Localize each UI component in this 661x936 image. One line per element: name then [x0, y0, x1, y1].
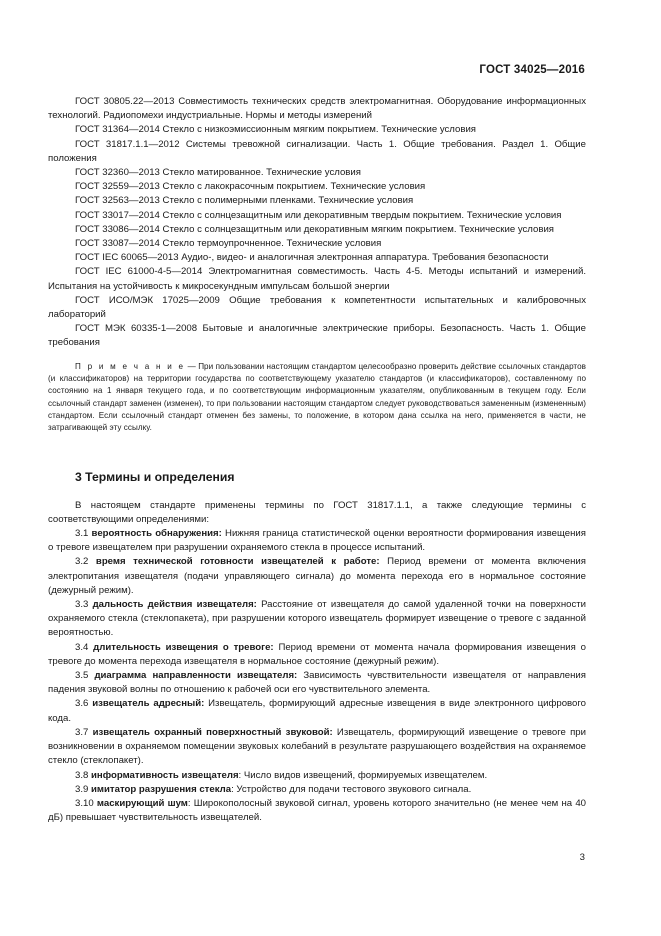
reference-item: ГОСТ МЭК 60335-1—2008 Бытовые и аналогичные электрические приборы. Безопасность. Часть 1. Общие требования	[48, 323, 586, 349]
term-number: 3.1	[75, 528, 92, 540]
term-definition: : Широкополосный звуковой сигнал, уровень которого значительно (не менее чем на 40 дБ) превышает чувствительность извещателей.	[48, 797, 587, 824]
term-definition: Период времени от момента включения электропитания извещателя (подачи управляющего сигнала) до момента перехода его в нормальное состояние (дежурный режим).	[48, 556, 586, 596]
standard-header: ГОСТ 34025—2016	[479, 64, 585, 76]
term-name: время технической готовности извещателей к работе:	[95, 556, 380, 568]
term-number: 3.8	[75, 769, 92, 781]
term-entry	[48, 669, 586, 697]
reference-item: ГОСТ 32559—2013 Стекло с лакокрасочным покрытием. Технические условия	[75, 181, 426, 193]
term-name: извещатель охранный поверхностный звуковой:	[92, 726, 333, 738]
note-label: П р и м е ч а н и е	[75, 361, 186, 371]
reference-item: ГОСТ 33017—2014 Стекло с солнцезащитным или декоративным твердым покрытием. Технические условия	[75, 209, 562, 221]
term-number: 3.5	[75, 670, 95, 682]
term-entry	[48, 769, 586, 783]
term-name: дальность действия извещателя:	[92, 599, 257, 611]
term-number: 3.7	[75, 726, 93, 738]
reference-item: ГОСТ 31364—2014 Стекло с низкоэмиссионным мягким покрытием. Технические условия	[75, 124, 476, 136]
term-entry	[48, 555, 586, 598]
term-number: 3.10	[75, 797, 97, 809]
reference-item: ГОСТ 32563—2013 Стекло с полимерными пленками. Технические условия	[75, 195, 414, 207]
term-entry	[48, 527, 586, 555]
term-definition: : Число видов извещений, формируемых извещателем.	[238, 769, 488, 781]
term-name: маскирующий шум	[96, 797, 188, 809]
reference-item: ГОСТ IEC 60065—2013 Аудио-, видео- и аналогичная электронная аппаратура. Требования безопасности	[75, 252, 549, 264]
term-entry	[48, 697, 586, 725]
reference-item: ГОСТ 33087—2014 Стекло термоупрочненное. Технические условия	[75, 238, 382, 250]
page-number: 3	[579, 852, 585, 863]
reference-item: ГОСТ ИСО/МЭК 17025—2009 Общие требования к компетентности испытательных и калибровочных лабораторий	[48, 294, 586, 321]
section-intro: В настоящем стандарте применены термины по ГОСТ 31817.1.1, а также следующие термины с соответствующими определениями:	[48, 499, 586, 525]
term-definition: Нижняя граница статистической оценки вероятности формирования извещения о тревоге извещателем при разрушении охраняемого стекла в процессе испытаний.	[48, 528, 586, 554]
section-title: 3 Термины и определения	[75, 470, 235, 485]
term-definition: : Устройство для подачи тестового звукового сигнала.	[231, 783, 472, 795]
term-entry	[48, 641, 586, 669]
term-definition: Извещатель, формирующий извещение о тревоге при возникновении в охраняемом помещении звуковых колебаний в результате разрушающего воздействия на охраняемое стекло (стеклопакет).	[48, 726, 586, 767]
term-definition: Извещатель, формирующий адресные извещения в виде электронного цифрового кода.	[48, 698, 586, 724]
reference-item: ГОСТ IEC 61000-4-5—2014 Электромагнитная совместимость. Часть 4-5. Методы испытаний и измерений. Испытания на устойчивость к микросекундным импульсам большой энергии	[48, 266, 586, 292]
term-name: извещатель адресный:	[92, 698, 205, 710]
term-name: информативность извещателя	[91, 769, 239, 781]
reference-item: ГОСТ 30805.22—2013 Совместимость технических средств электромагнитная. Оборудование информационных технологий. Радиопомехи индустриальные. Нормы и методы измерений	[48, 96, 586, 122]
note-text: — При пользовании настоящим стандартом целесообразно проверить действие ссылочных стандартов (и классификаторов) на территории государства по соответствующему указателю стандартов (и классификаторов), составленному по состоянию на 1 января текущего года, и по соответствующим информационным указателям, опубликованным в текущем году. Если ссылочный стандарт заменен (изменен), то при пользовании настоящим стандартом следует руководствоваться замененным (измененным) стандартом. Если ссылочный стандарт отменен без замены, то положение, в котором дана ссылка на него, применяется в части, не затрагивающей эту ссылку.	[48, 361, 587, 433]
term-name: имитатор разрушения стекла	[91, 783, 232, 795]
reference-item: ГОСТ 31817.1.1—2012 Системы тревожной сигнализации. Часть 1. Общие требования. Раздел 1. Общие положения	[48, 138, 586, 164]
term-entry	[48, 797, 586, 825]
normative-references-list	[48, 95, 586, 351]
term-number: 3.9	[75, 783, 92, 795]
reference-item: ГОСТ 32360—2013 Стекло матированное. Технические условия	[75, 167, 361, 179]
term-name: диаграмма направленности извещателя:	[94, 670, 298, 682]
reference-item: ГОСТ 33086—2014 Стекло с солнцезащитным или декоративным мягким покрытием. Технические условия	[75, 223, 554, 235]
term-definition: Период времени от момента начала формирования извещения о тревоге до момента перехода извещателя в нормальное состояние (дежурный режим).	[48, 641, 586, 667]
term-entry	[48, 726, 586, 769]
term-name: вероятность обнаружения:	[91, 528, 222, 540]
term-number: 3.3	[75, 599, 93, 611]
term-number: 3.4	[75, 641, 94, 653]
term-definition: Расстояние от извещателя до самой удаленной точки на поверхности охраняемого стекла (стеклопакета), при разрушении которого извещатель формирует извещение о тревоге с заданной вероятностью.	[48, 599, 586, 639]
term-definition: Зависимость чувствительности извещателя от направления падения звуковой волны по отношению к рабочей оси его чувствительного элемента.	[48, 670, 586, 696]
term-number: 3.6	[75, 698, 93, 710]
term-entry	[48, 598, 586, 641]
term-entry	[48, 783, 586, 797]
term-number: 3.2	[75, 556, 96, 568]
page-content	[48, 95, 586, 825]
term-name: длительность извещения о тревоге:	[93, 641, 274, 653]
terms-list	[48, 527, 586, 825]
note-paragraph	[48, 361, 586, 435]
